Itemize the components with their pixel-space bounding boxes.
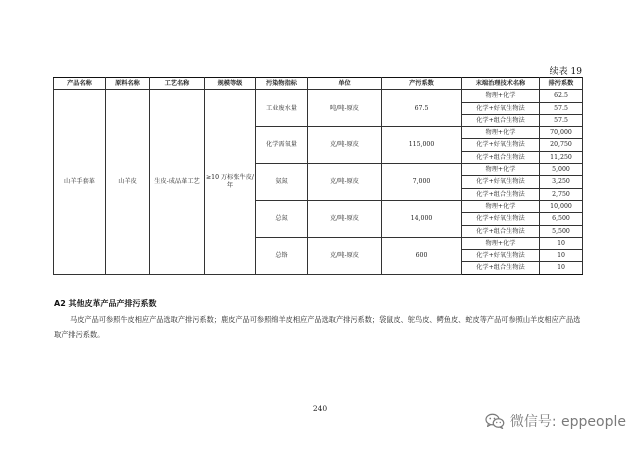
discharge-coef-cell: 57.5 bbox=[540, 114, 583, 126]
treatment-tech-cell: 物理+化学 bbox=[462, 200, 540, 212]
discharge-coef-cell: 10 bbox=[540, 250, 583, 262]
treatment-tech-cell: 物理+化学 bbox=[462, 237, 540, 249]
header-cell: 工艺名称 bbox=[150, 78, 205, 90]
emission-coefficient-table bbox=[53, 77, 583, 275]
table-caption: 续表 19 bbox=[549, 67, 582, 77]
header-cell: 单位 bbox=[308, 78, 382, 90]
section-paragraph: 马皮产品可参照牛皮相应产品选取产排污系数；鹿皮产品可参照绵羊皮相应产品选取产排污系数；袋鼠皮、鸵鸟皮、鳄鱼皮、蛇皮等产品可参照山羊皮相应产品选取产排污系数。 bbox=[54, 315, 581, 339]
unit-cell: 克/吨-原皮 bbox=[308, 164, 382, 201]
header-cell: 产品名称 bbox=[54, 78, 106, 90]
unit-cell: 克/吨-原皮 bbox=[308, 200, 382, 237]
production-coef-cell: 14,000 bbox=[382, 200, 462, 237]
section-title: A2 其他皮革产品产排污系数 bbox=[54, 299, 157, 308]
raw-material-cell: 山羊皮 bbox=[106, 90, 150, 274]
table-row bbox=[54, 90, 583, 102]
discharge-coef-cell: 70,000 bbox=[540, 127, 583, 139]
discharge-coef-cell: 5,000 bbox=[540, 164, 583, 176]
discharge-coef-cell: 11,250 bbox=[540, 151, 583, 163]
pollutant-name-cell: 总氮 bbox=[256, 200, 308, 237]
treatment-tech-cell: 化学+组合生物法 bbox=[462, 188, 540, 200]
production-coef-cell: 115,000 bbox=[382, 127, 462, 164]
discharge-coef-cell: 10 bbox=[540, 262, 583, 274]
treatment-tech-cell: 化学+好氧生物法 bbox=[462, 213, 540, 225]
discharge-coef-cell: 20,750 bbox=[540, 139, 583, 151]
pollutant-name-cell: 工业废水量 bbox=[256, 90, 308, 127]
treatment-tech-cell: 化学+好氧生物法 bbox=[462, 139, 540, 151]
process-cell: 生皮-成品革工艺 bbox=[150, 90, 205, 274]
wechat-watermark bbox=[485, 411, 626, 431]
treatment-tech-cell: 化学+组合生物法 bbox=[462, 151, 540, 163]
discharge-coef-cell: 5,500 bbox=[540, 225, 583, 237]
production-coef-cell: 7,000 bbox=[382, 164, 462, 201]
discharge-coef-cell: 10,000 bbox=[540, 200, 583, 212]
discharge-coef-cell: 6,500 bbox=[540, 213, 583, 225]
header-cell: 排污系数 bbox=[540, 78, 583, 90]
treatment-tech-cell: 化学+组合生物法 bbox=[462, 225, 540, 237]
scale-cell: ≥10 万标张牛皮/年 bbox=[205, 90, 256, 274]
header-cell: 污染物指标 bbox=[256, 78, 308, 90]
page-number: 240 bbox=[312, 404, 328, 413]
treatment-tech-cell: 化学+组合生物法 bbox=[462, 262, 540, 274]
discharge-coef-cell: 62.5 bbox=[540, 90, 583, 102]
treatment-tech-cell: 物理+化学 bbox=[462, 164, 540, 176]
header-cell: 产污系数 bbox=[382, 78, 462, 90]
discharge-coef-cell: 10 bbox=[540, 237, 583, 249]
unit-cell: 克/吨-原皮 bbox=[308, 127, 382, 164]
production-coef-cell: 67.5 bbox=[382, 90, 462, 127]
treatment-tech-cell: 物理+化学 bbox=[462, 90, 540, 102]
treatment-tech-cell: 化学+组合生物法 bbox=[462, 114, 540, 126]
discharge-coef-cell: 3,250 bbox=[540, 176, 583, 188]
header-cell: 规模等级 bbox=[205, 78, 256, 90]
production-coef-cell: 600 bbox=[382, 237, 462, 274]
treatment-tech-cell: 化学+好氧生物法 bbox=[462, 102, 540, 114]
unit-cell: 吨/吨-原皮 bbox=[308, 90, 382, 127]
wechat-icon bbox=[485, 413, 505, 429]
pollutant-name-cell: 总铬 bbox=[256, 237, 308, 274]
product-name-cell: 山羊手套革 bbox=[54, 90, 106, 274]
pollutant-name-cell: 化学需氧量 bbox=[256, 127, 308, 164]
treatment-tech-cell: 化学+好氧生物法 bbox=[462, 250, 540, 262]
treatment-tech-cell: 物理+化学 bbox=[462, 127, 540, 139]
unit-cell: 克/吨-原皮 bbox=[308, 237, 382, 274]
watermark-text: 微信号: eppeople bbox=[509, 414, 626, 430]
header-cell: 末端治理技术名称 bbox=[462, 78, 540, 90]
pollutant-name-cell: 氨氮 bbox=[256, 164, 308, 201]
discharge-coef-cell: 57.5 bbox=[540, 102, 583, 114]
discharge-coef-cell: 2,750 bbox=[540, 188, 583, 200]
table-header-row bbox=[54, 78, 583, 90]
header-cell: 原料名称 bbox=[106, 78, 150, 90]
treatment-tech-cell: 化学+好氧生物法 bbox=[462, 176, 540, 188]
